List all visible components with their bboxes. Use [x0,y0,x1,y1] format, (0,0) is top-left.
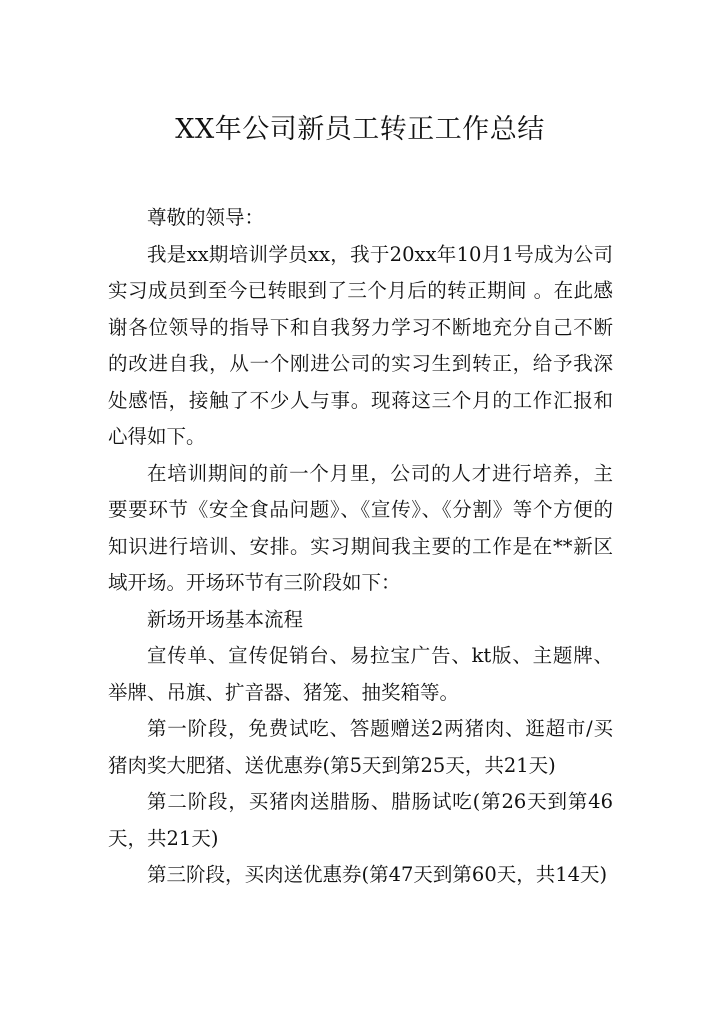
document-title: XX年公司新员工转正工作总结 [175,114,545,145]
paragraph-stage-2: 第二阶段，买猪肉送腊肠、腊肠试吃(第26天到第46天，共21天) [108,790,613,850]
paragraph-stage-1: 第一阶段，免费试吃、答题赠送2两猪肉、逛超市/买猪肉奖大肥猪、送优惠券(第5天到第25天，共21天) [108,717,613,777]
section-heading: 新场开场基本流程 [147,607,304,631]
paragraph-stage-3: 第三阶段，买肉送优惠券(第47天到第60天，共14天) [147,863,608,886]
document-body [108,200,613,894]
paragraph-materials: 宣传单、宣传促销台、易拉宝广告、kt版、主题牌、举牌、吊旗、扩音器、猪笼、抽奖箱等。 [108,644,613,704]
salutation: 尊敬的领导： [147,206,265,229]
paragraph-intro: 我是xx期培训学员xx，我于20xx年10月1号成为公司实习成员到至今已转眼到了三个月后的转正期间 。在此感谢各位领导的指导下和自我努力学习不断地充分自己不断的改进自我，从一个刚进公司的实习生到转正，给予我深处感悟，接触了不少人与事。现蒋这三个月的工作汇报和心得如下。 [108,242,613,448]
paragraph-training: 在培训期间的前一个月里，公司的人才进行培养，主要要环节《安全食品问题》、《宣传》、《分割》等个方便的知识进行培训、安排。实习期间我主要的工作是在**新区域开场。开场环节有三阶段如下： [108,461,613,594]
